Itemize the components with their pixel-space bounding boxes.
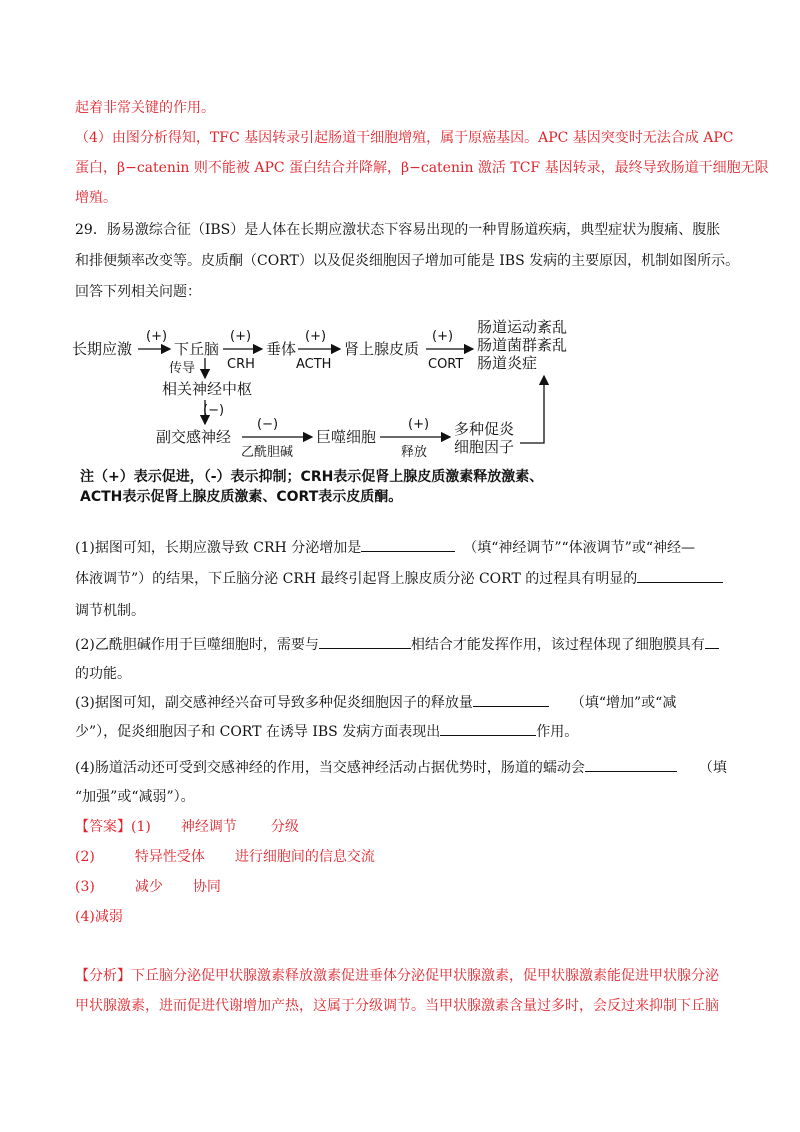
plus-label-3: (+) — [305, 329, 327, 344]
q1-text-b: （填“神经调节”“体液调节”或“神经— — [463, 540, 695, 556]
q2-text-b: 相结合才能发挥作用，该过程体现了细胞膜具有 — [410, 637, 705, 653]
answer-row-2 — [75, 847, 375, 867]
question-stem-line3: 回答下列相关问题： — [75, 284, 201, 300]
q3-text-d: 作用。 — [536, 724, 579, 740]
q1-line2 — [75, 568, 723, 589]
q3-text-a: (3)据图可知，副交感神经兴奋可导致多种促炎细胞因子的释放量 — [75, 695, 473, 711]
prev-item4-line1: （4）由图分析得知，TFC 基因转录引起肠道干细胞增殖，属于原癌基因。APC 基因突变时无法合成 APC — [75, 130, 734, 146]
arrow-cytokines-gut — [520, 376, 544, 443]
plus-label-1: (+) — [146, 329, 168, 344]
node-parasympathetic: 副交感神经 — [156, 428, 232, 446]
question-stem-line2: 和排便频率改变等。皮质酮（CORT）以及促炎细胞因子增加可能是 IBS 发病的主要原因，机制如图所示。 — [75, 253, 740, 269]
analysis-line2: 甲状腺激素，进而促进代谢增加产热，这属于分级调节。当甲状腺激素含量过多时，会反过来抑制下丘脑 — [75, 998, 719, 1014]
node-hypothalamus: 下丘脑 — [174, 340, 220, 358]
q1-blank-1[interactable] — [361, 537, 455, 552]
q4-line2: “加强”或“减弱”）。 — [75, 789, 195, 805]
node-long-term-stress: 长期应激 — [72, 340, 133, 358]
node-cytokines-line1: 多种促炎 — [454, 420, 515, 438]
q1-text-a: (1)据图可知，长期应激导致 CRH 分泌增加是 — [75, 540, 362, 556]
q1-text-c: 体液调节”）的结果，下丘脑分泌 CRH 最终引起肾上腺皮质分泌 CORT 的过程具有明显的 — [75, 571, 638, 587]
q1-blank-2[interactable] — [637, 568, 723, 583]
outcome-motility: 肠道运动紊乱 — [477, 318, 568, 336]
label-release: 释放 — [401, 445, 428, 460]
diagram-note-line1: 注（+）表示促进，（-）表示抑制；CRH表示促肾上腺皮质激素释放激素、 — [80, 469, 544, 485]
q4-blank-1[interactable] — [585, 757, 677, 772]
answer-row-1 — [75, 817, 299, 837]
q2-blank-2[interactable] — [705, 634, 719, 649]
plus-label-2: (+) — [230, 329, 252, 344]
answer-2b: 进行细胞间的信息交流 — [234, 849, 375, 865]
plus-label-4: (+) — [432, 329, 454, 344]
answer-row-3 — [75, 877, 221, 897]
q3-text-b: （填“增加”或“减 — [570, 695, 677, 711]
q3-blank-2[interactable] — [440, 721, 536, 736]
plus-label-5: (+) — [408, 417, 430, 432]
answer-3-num: (3) — [75, 879, 95, 895]
answer-1b: 分级 — [270, 819, 299, 835]
analysis-line1: 【分析】下丘脑分泌促甲状腺激素释放激素促进垂体分泌促甲状腺激素，促甲状腺激素能促进甲状腺分泌 — [75, 968, 719, 984]
outcome-flora: 肠道菌群紊乱 — [477, 336, 568, 354]
q2-blank-1[interactable] — [319, 634, 411, 649]
answer-3a: 减少 — [134, 879, 163, 895]
prev-answer-line: 起着非常关键的作用。 — [75, 100, 215, 116]
q4-text-b: （填 — [698, 760, 727, 776]
label-crh: CRH — [227, 357, 255, 372]
label-conduct: 传导 — [169, 361, 196, 376]
label-acetylcholine: 乙酰胆碱 — [241, 445, 294, 460]
prev-item4-line3: 增殖。 — [75, 190, 117, 206]
q2-line1 — [75, 634, 719, 655]
question-stem-line1: 29．肠易激综合征（IBS）是人体在长期应激状态下容易出现的一种胃肠道疾病，典型症状为腹痛、腹胀 — [75, 222, 721, 238]
q4-text-a: (4)肠道活动还可受到交感神经的作用，当交感神经活动占据优势时，肠道的蠕动会 — [75, 760, 585, 776]
answer-row-4: (4)减弱 — [75, 909, 123, 925]
node-nerve-center: 相关神经中枢 — [162, 380, 253, 398]
answer-1-num: (1) — [131, 819, 151, 835]
minus-label-1: (−) — [203, 403, 225, 418]
answer-2-num: (2) — [75, 849, 95, 865]
node-pituitary: 垂体 — [266, 340, 297, 358]
diagram-note-line2: ACTH表示促肾上腺皮质激素、CORT表示皮质酮。 — [80, 489, 403, 505]
label-acth: ACTH — [296, 357, 332, 372]
outcome-inflammation: 肠道炎症 — [477, 354, 538, 372]
node-adrenal-cortex: 肾上腺皮质 — [344, 340, 420, 358]
answer-label: 【答案】 — [75, 819, 131, 835]
label-cort: CORT — [428, 357, 464, 372]
q3-blank-1[interactable] — [473, 692, 549, 707]
q1-line1 — [75, 537, 695, 558]
q3-line1 — [75, 692, 676, 713]
answer-3b: 协同 — [192, 879, 221, 895]
q1-line3: 调节机制。 — [75, 603, 145, 619]
q4-line1 — [75, 757, 727, 778]
answer-2a: 特异性受体 — [134, 849, 205, 865]
node-macrophage: 巨噬细胞 — [316, 428, 377, 446]
prev-item4-line2: 蛋白，β−catenin 则不能被 APC 蛋白结合并降解，β−catenin 激活 TCF 基因转录，最终导致肠道干细胞无限 — [75, 160, 769, 176]
answer-1a: 神经调节 — [180, 819, 237, 835]
q3-text-c: 少”），促炎细胞因子和 CORT 在诱导 IBS 发病方面表现出 — [75, 724, 441, 740]
node-cytokines-line2: 细胞因子 — [454, 438, 515, 456]
q2-text-a: (2)乙酰胆碱作用于巨噬细胞时，需要与 — [75, 637, 319, 653]
q3-line2 — [75, 721, 578, 742]
q2-line2: 的功能。 — [75, 666, 131, 682]
minus-label-2: (−) — [257, 417, 279, 432]
